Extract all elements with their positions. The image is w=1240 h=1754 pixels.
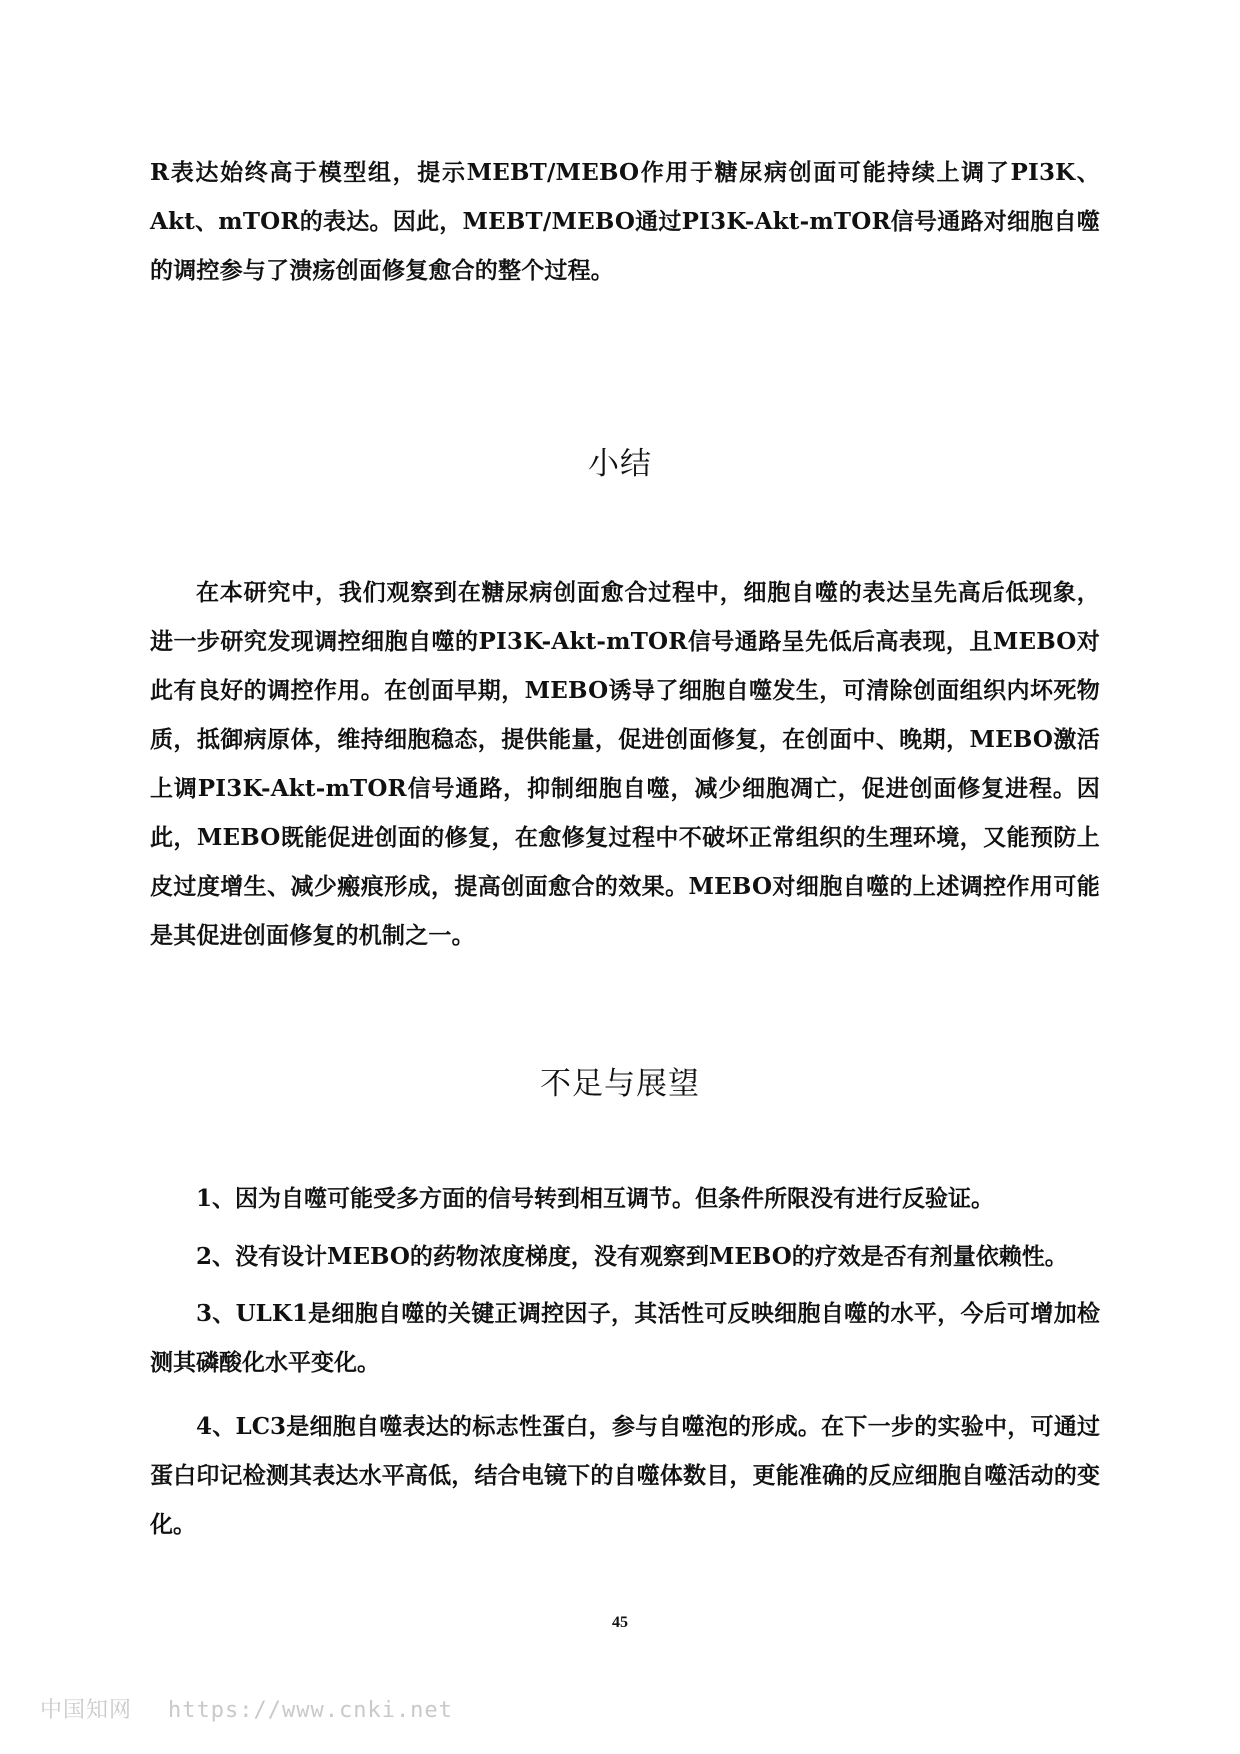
- watermark-url: https://www.cnki.net: [168, 1698, 453, 1723]
- outlook-item-1: 1、因为自噬可能受多方面的信号转到相互调节。但条件所限没有进行反验证。: [196, 1185, 995, 1212]
- outlook-item-4: 4、LC3是细胞自噬表达的标志性蛋白，参与自噬泡的形成。在下一步的实验中，可通过蛋白印记检测其表达水平高低，结合电镜下的自噬体数目，更能准确的反应细胞自噬活动的变化。: [150, 1413, 1100, 1538]
- summary-heading: 小结: [588, 446, 652, 482]
- intro-paragraph: R表达始终高于模型组，提示MEBT/MEBO作用于糖尿病创面可能持续上调了PI3K、Akt、mTOR的表达。因此，MEBT/MEBO通过PI3K-Akt-mTOR信号通路对细胞自噬的调控参与了溃疡创面修复愈合的整个过程。: [150, 159, 1100, 284]
- outlook-item-3: 3、ULK1是细胞自噬的关键正调控因子，其活性可反映细胞自噬的水平，今后可增加检测其磷酸化水平变化。: [150, 1300, 1100, 1376]
- summary-paragraph: 在本研究中，我们观察到在糖尿病创面愈合过程中，细胞自噬的表达呈先高后低现象，进一步研究发现调控细胞自噬的PI3K-Akt-mTOR信号通路呈先低后高表现，且MEBO对此有良好的调控作用。在创面早期，MEBO诱导了细胞自噬发生，可清除创面组织内坏死物质，抵御病原体，维持细胞稳态，提供能量，促进创面修复，在创面中、晚期，MEBO激活上调PI3K-Akt-mTOR信号通路，抑制细胞自噬，减少细胞凋亡，促进创面修复进程。因此，MEBO既能促进创面的修复，在愈修复过程中不破坏正常组织的生理环境，又能预防上皮过度增生、减少瘢痕形成，提高创面愈合的效果。MEBO对细胞自噬的上述调控作用可能是其促进创面修复的机制之一。: [150, 579, 1100, 949]
- outlook-heading: 不足与展望: [540, 1066, 700, 1102]
- cnki-watermark: [40, 1693, 453, 1724]
- page-number: 45: [612, 1614, 628, 1631]
- watermark-site-name: 中国知网: [40, 1698, 133, 1723]
- outlook-item-2: 2、没有设计MEBO的药物浓度梯度，没有观察到MEBO的疗效是否有剂量依赖性。: [196, 1243, 1068, 1270]
